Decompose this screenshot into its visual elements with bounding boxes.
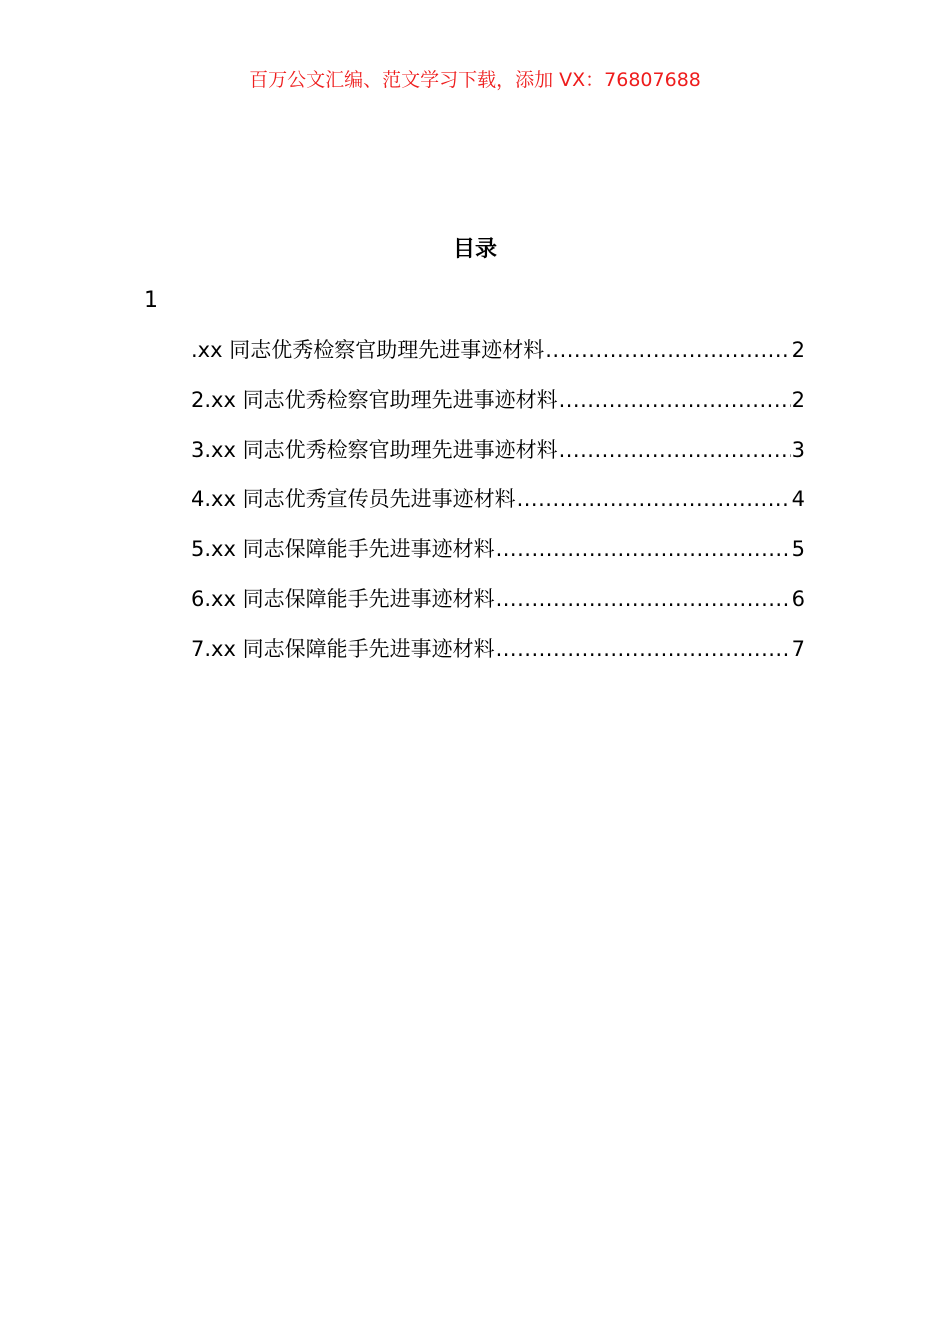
toc-entry[interactable]: [191, 482, 805, 532]
toc-dot-leader: [496, 632, 791, 666]
toc-entry[interactable]: [191, 383, 805, 433]
toc-dot-leader: [559, 433, 791, 467]
table-of-contents: [191, 333, 805, 682]
toc-dot-leader: [517, 482, 791, 516]
toc-dot-leader: [496, 532, 791, 566]
toc-entry-title: 7.xx 同志保障能手先进事迹材料: [191, 636, 495, 661]
toc-entry-title: 5.xx 同志保障能手先进事迹材料: [191, 537, 495, 562]
toc-entry-title: 4.xx 同志优秀宣传员先进事迹材料: [191, 487, 516, 512]
toc-entry-page: 5: [791, 537, 805, 562]
toc-title: 目录: [452, 237, 497, 262]
toc-entry-page: 3: [791, 437, 805, 462]
toc-stray-number: 1: [144, 288, 158, 313]
toc-entry-page: 6: [791, 586, 805, 611]
toc-dot-leader: [496, 582, 791, 616]
toc-entry[interactable]: [191, 433, 805, 483]
toc-entry-title: 3.xx 同志优秀检察官助理先进事迹材料: [191, 437, 558, 462]
toc-entry[interactable]: [191, 582, 805, 632]
toc-entry-title: .xx 同志优秀检察官助理先进事迹材料: [191, 338, 545, 362]
toc-entry-title: 2.xx 同志优秀检察官助理先进事迹材料: [191, 387, 558, 412]
toc-dot-leader: [559, 383, 791, 417]
toc-entry-page: 4: [791, 487, 805, 512]
toc-entry[interactable]: [191, 532, 805, 582]
toc-entry-title: 6.xx 同志保障能手先进事迹材料: [191, 586, 495, 611]
header-banner: 百万公文汇编、范文学习下载，添加 VX：76807688: [249, 69, 701, 91]
toc-dot-leader: [545, 333, 790, 367]
toc-entry-page: 2: [791, 387, 805, 412]
toc-entry[interactable]: [191, 333, 805, 383]
toc-entry-page: 2: [791, 338, 805, 362]
toc-entry[interactable]: [191, 632, 805, 682]
toc-entry-page: 7: [791, 636, 805, 661]
